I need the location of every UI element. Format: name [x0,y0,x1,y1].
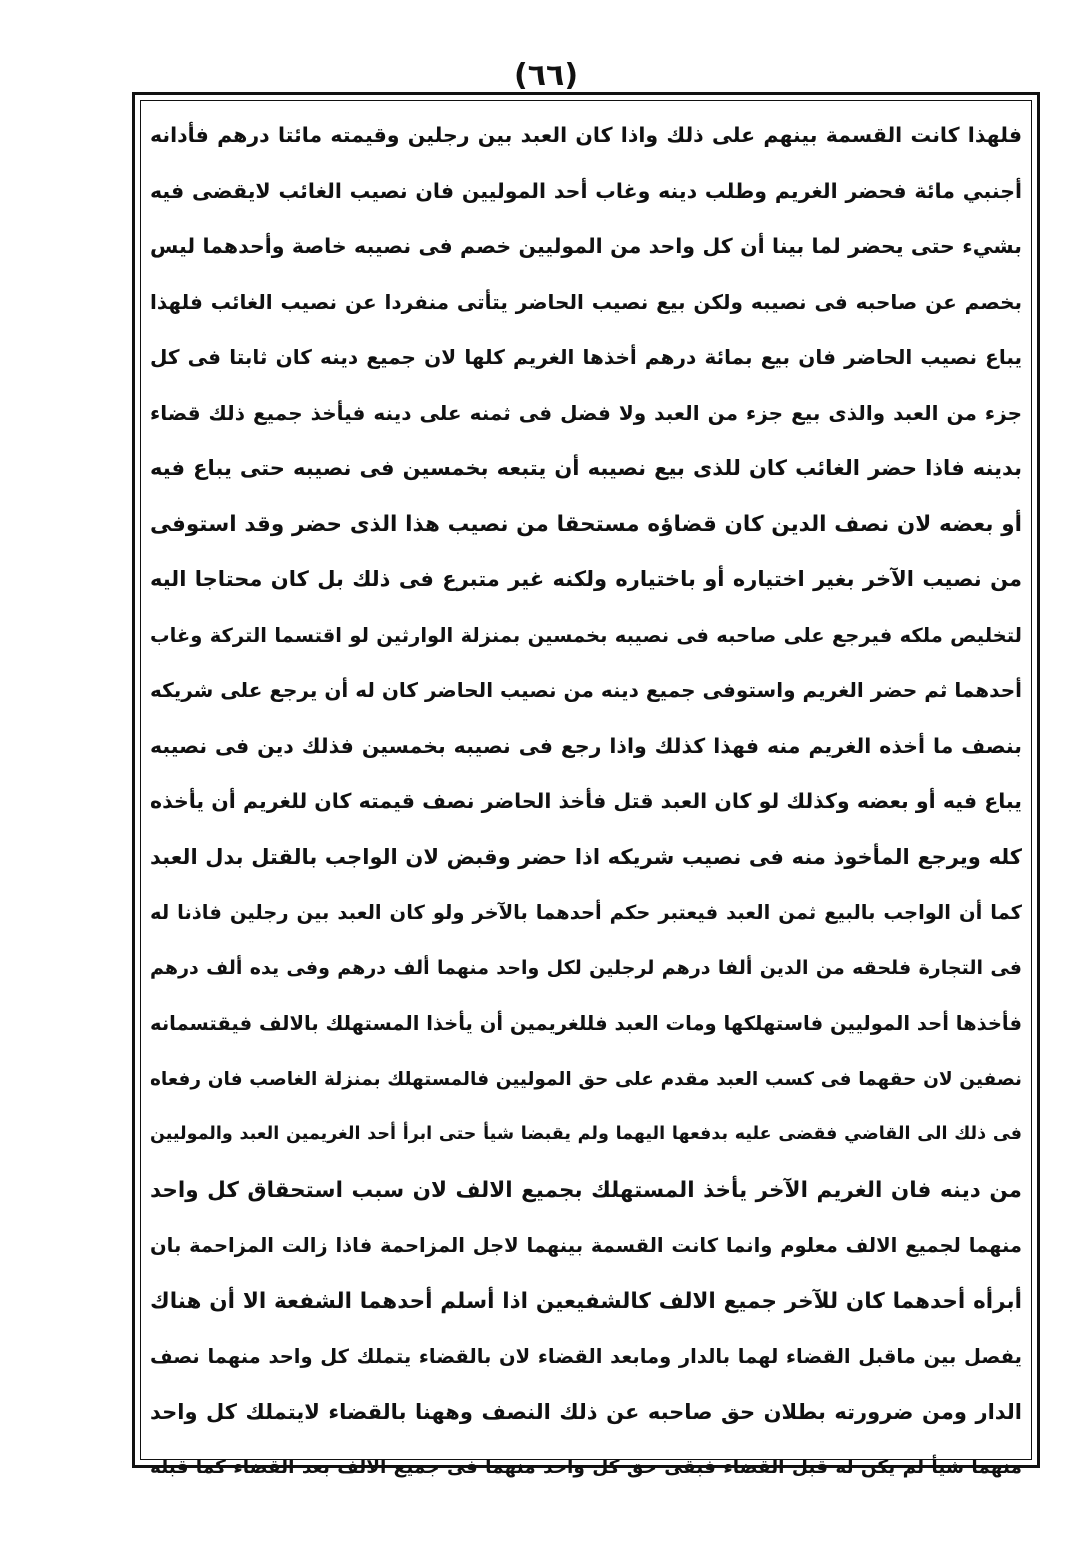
text-line: كله ويرجع المأخوذ منه فى نصيب شريكه اذا حضر وقبض لان الواجب بالقتل بدل العبد [150,844,1022,869]
text-line: الدار ومن ضرورته بطلان حق صاحبه عن ذلك النصف وههنا بالقضاء لايتملك كل واحد [150,1399,1022,1424]
page-number: (٦٦) [513,58,579,93]
text-line: أجنبي مائة فحضر الغريم وطلب دينه وغاب أحد الموليين فان نصيب الغائب لايقضى فيه [150,178,1022,203]
text-line: منهما شيأ لم يكن له قبل القضاء فبقى حق كل واحد منهما فى جميع الالف بعد القضاء كما قبله [150,1457,1022,1478]
text-line: بخصم عن صاحبه فى نصيبه ولكن بيع نصيب الحاضر يتأتى منفردا عن نصيب الغائب فلهذا [150,289,1022,314]
text-line: جزء من العبد والذى بيع جزء من العبد ولا فضل فى ثمنه على دينه فيأخذ جميع ذلك قضاء [150,400,1022,425]
text-line: بدينه فاذا حضر الغائب كان للذى بيع نصيبه أن يتبعه بخمسين فى نصيبه حتى يباع فيه [150,456,1022,480]
text-line: فلهذا كانت القسمة بينهم على ذلك واذا كان العبد بين رجلين وقيمته مائتا درهم فأدانه [150,123,1022,147]
text-line: فى التجارة فلحقه من الدين ألفا درهم لرجلين لكل واحد منهما ألف درهم وفى يده ألف درهم [150,956,1022,979]
text-line: من دينه فان الغريم الآخر يأخذ المستهلك بجميع الالف لان سبب استحقاق كل واحد [150,1177,1022,1203]
text-line: لتخليص ملكه فيرجع على صاحبه فى نصيبه بخمسين بمنزلة الوارثين لو اقتسما التركة وغاب [150,623,1022,647]
text-line: يباع نصيب الحاضر فان بيع بمائة درهم أخذها الغريم كلها لان جميع دينه كان ثابتا فى كل [150,345,1022,369]
text-line: نصفين لان حقهما فى كسب العبد مقدم على حق الموليين فالمستهلك بمنزلة الغاصب فان رفعاه [150,1068,1022,1090]
text-line: أحدهما ثم حضر الغريم واستوفى جميع دينه من نصيب الحاضر كان له أن يرجع على شريكه [149,678,1022,702]
text-line: بشيء حتى يحضر لما بينا أن كل واحد من الموليين خصم فى نصيبه خاصة وأحدهما ليس [150,234,1022,258]
text-line: أو بعضه لان نصف الدين كان قضاؤه مستحقا من نصيب هذا الذى حضر وقد استوفى [150,511,1022,537]
text-line: من نصيب الآخر بغير اختياره أو باختياره ولكنه غير متبرع فى ذلك بل كان محتاجا اليه [150,567,1022,591]
text-line: فى ذلك الى القاضي فقضى عليه بدفعها اليهما ولم يقبضا شيأ حتى ابرأ أحد الغريمين العبد والموليين [150,1124,1022,1144]
text-line: أبرأه أحدهما كان للآخر جميع الالف كالشفيعين اذا أسلم أحدهما الشفعة الا أن هناك [150,1288,1022,1314]
text-line: كما أن الواجب بالبيع ثمن العبد فيعتبر حكم أحدهما بالآخر ولو كان العبد بين رجلين فاذنا له [150,901,1022,924]
text-line: منهما لجميع الالف معلوم وانما كانت القسمة بينهما لاجل المزاحمة فاذا زالت المزاحمة بان [150,1234,1022,1257]
body-text [149,108,1022,1478]
text-line: يباع فيه أو بعضه وكذلك لو كان العبد قتل فأخذ الحاضر نصف قيمته كان للغريم أن يأخذه [150,789,1022,813]
text-line: يفصل بين ماقبل القضاء لهما بالدار ومابعد القضاء لان بالقضاء يتملك كل واحد منهما نصف [150,1345,1022,1368]
text-line: فأخذها أحد الموليين فاستهلكها ومات العبد فللغريمين أن يأخذا المستهلك بالالف فيقتسمانه [150,1012,1022,1035]
text-line: بنصف ما أخذه الغريم منه فهذا كذلك واذا رجع فى نصيبه بخمسين فذلك دين فى نصيبه [150,733,1022,758]
